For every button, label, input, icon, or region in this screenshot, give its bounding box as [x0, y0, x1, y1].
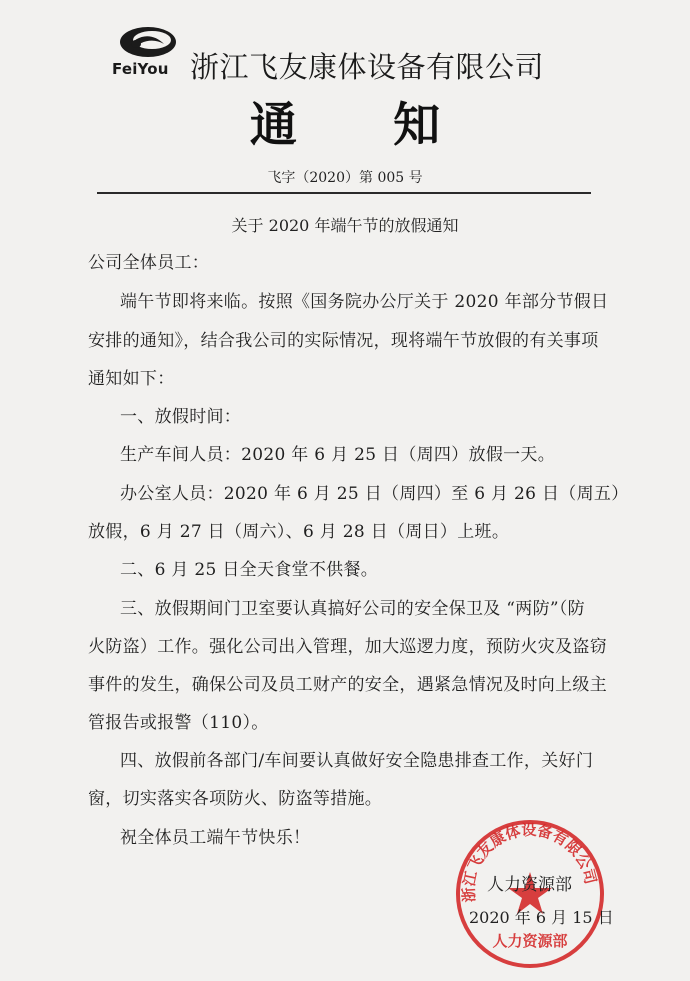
logo-text: FeiYou — [112, 60, 169, 78]
logo-swoosh-icon — [118, 24, 178, 60]
company-name: 浙江飞友康体设备有限公司 — [190, 50, 545, 84]
body-line: 管报告或报警（110）。 — [88, 713, 269, 733]
body-line: 窗，切实落实各项防火、防盗等措施。 — [88, 789, 383, 809]
body-line: 放假，6 月 27 日（周六）、6 月 28 日（周日）上班。 — [88, 522, 510, 542]
body-line: 端午节即将来临。按照《国务院办公厅关于 2020 年部分节假日 — [120, 292, 609, 312]
body-line: 通知如下： — [88, 369, 175, 389]
company-logo — [112, 24, 182, 80]
body-line: 事件的发生，确保公司及员工财产的安全，遇紧急情况及时向上级主 — [88, 675, 607, 695]
salutation: 公司全体员工： — [88, 253, 210, 273]
body-line: 四、放假前各部门/车间要认真做好安全隐患排查工作，关好门 — [120, 751, 594, 771]
signature-department: 人力资源部 — [487, 875, 572, 895]
notice-title: 关于 2020 年端午节的放假通知 — [231, 216, 459, 235]
document-type-title: 通 知 — [249, 98, 481, 153]
body-line: 火防盗）工作。强化公司出入管理，加大巡逻力度，预防火灾及盗窃 — [88, 637, 607, 657]
document-number: 飞字（2020）第 005 号 — [267, 170, 423, 186]
header-divider — [97, 192, 591, 194]
signature-date: 2020 年 6 月 15 日 — [469, 908, 614, 927]
seal-outer-text: 浙江飞友康体设备有限公司 — [459, 821, 600, 903]
seal-inner-text: 人力资源部 — [492, 932, 568, 950]
body-line: 一、放假时间： — [120, 407, 242, 427]
body-line: 祝全体员工端午节快乐！ — [120, 828, 311, 848]
body-line: 三、放假期间门卫室要认真搞好公司的安全保卫及 “两防”（防 — [120, 599, 585, 619]
body-line: 生产车间人员：2020 年 6 月 25 日（周四）放假一天。 — [120, 445, 556, 465]
body-line: 安排的通知》，结合我公司的实际情况，现将端午节放假的有关事项 — [88, 331, 599, 351]
body-line: 二、6 月 25 日全天食堂不供餐。 — [120, 560, 379, 580]
body-line: 办公室人员：2020 年 6 月 25 日（周四）至 6 月 26 日（周五） — [120, 484, 629, 504]
